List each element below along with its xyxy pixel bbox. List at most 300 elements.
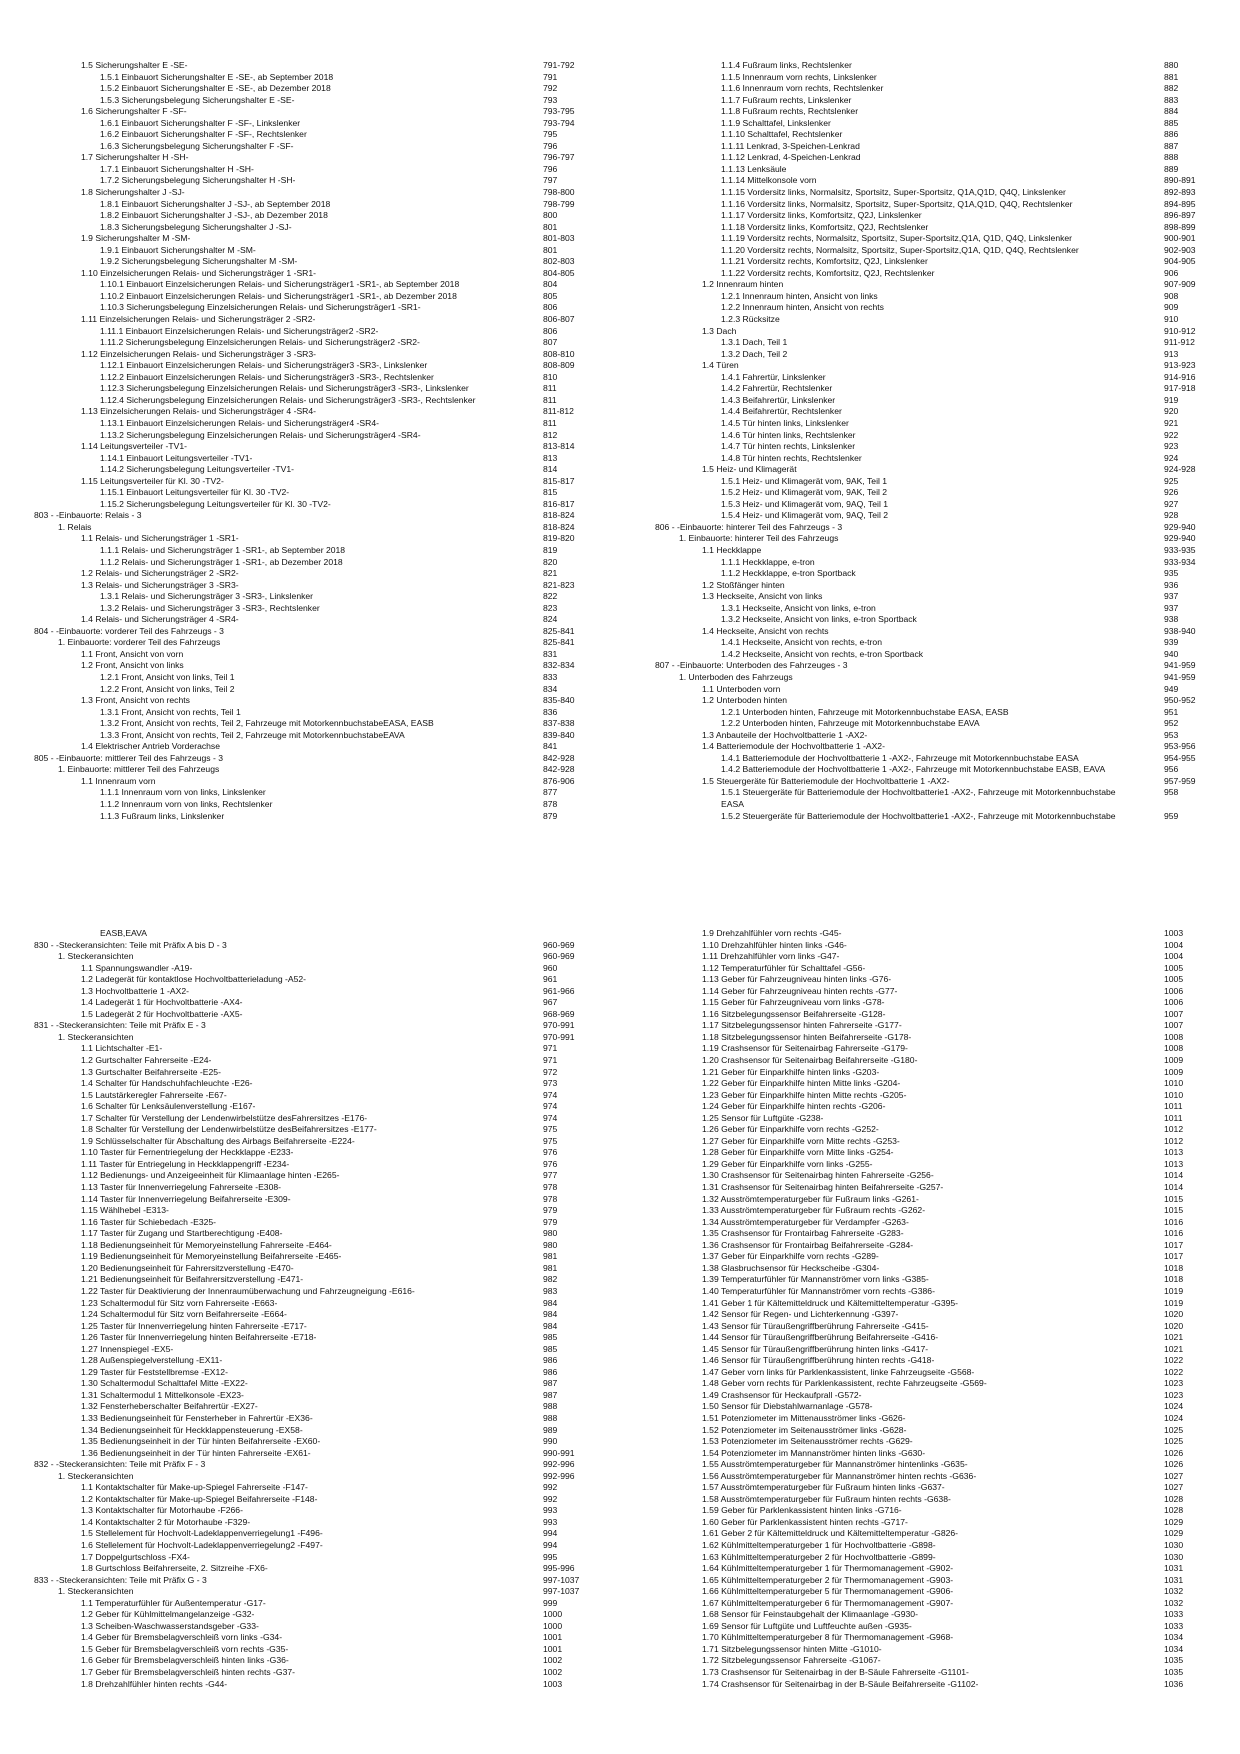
toc-entry[interactable]	[34, 256, 582, 268]
toc-entry[interactable]	[34, 1182, 582, 1194]
toc-entry[interactable]	[655, 1552, 1203, 1564]
toc-entry[interactable]	[655, 580, 1203, 592]
toc-entry-page: 982	[543, 1274, 558, 1285]
toc-entry[interactable]	[655, 1401, 1203, 1413]
toc-entry[interactable]	[655, 349, 1203, 361]
toc-entry-title: 1.1.19 Vordersitz rechts, Normalsitz, Sportsitz, Super-Sportsitz,Q1A, Q1D, Q4Q, Linkslenker	[721, 233, 1073, 244]
toc-entry[interactable]	[34, 684, 582, 696]
toc-entry[interactable]	[655, 291, 1203, 303]
toc-entry-title: 1.70 Kühlmitteltemperaturgeber 8 für Thermomanagement -G968-	[702, 1632, 954, 1643]
toc-entry[interactable]	[34, 764, 582, 776]
toc-entry[interactable]	[655, 940, 1203, 952]
toc-entry[interactable]	[655, 1159, 1203, 1171]
toc-entry[interactable]	[34, 118, 582, 130]
toc-entry-title: 1.2 Relais- und Sicherungsträger 2 -SR2-	[81, 568, 239, 579]
toc-entry[interactable]	[655, 1448, 1203, 1460]
toc-entry[interactable]	[34, 1667, 582, 1679]
toc-entry[interactable]	[34, 187, 582, 199]
toc-entry[interactable]	[34, 406, 582, 418]
toc-entry[interactable]	[34, 1378, 582, 1390]
toc-entry[interactable]	[655, 1309, 1203, 1321]
toc-entry[interactable]	[655, 568, 1203, 580]
toc-entry[interactable]	[34, 1425, 582, 1437]
toc-entry[interactable]	[655, 129, 1203, 141]
toc-entry[interactable]	[34, 637, 582, 649]
toc-entry[interactable]	[34, 568, 582, 580]
toc-entry[interactable]	[34, 337, 582, 349]
toc-entry-page: 1034	[1164, 1632, 1184, 1643]
toc-entry[interactable]	[34, 60, 582, 72]
toc-entry[interactable]	[655, 499, 1203, 511]
toc-entry[interactable]	[655, 614, 1203, 626]
toc-entry[interactable]	[34, 1471, 582, 1483]
toc-entry[interactable]	[655, 522, 1203, 534]
toc-entry[interactable]	[655, 199, 1203, 211]
toc-entry[interactable]	[655, 1332, 1203, 1344]
toc-entry[interactable]	[34, 1413, 582, 1425]
toc-entry-page: 980	[543, 1239, 558, 1250]
toc-entry[interactable]	[34, 1459, 582, 1471]
toc-entry[interactable]	[34, 522, 582, 534]
toc-entry[interactable]	[655, 256, 1203, 268]
toc-entry[interactable]	[655, 1170, 1203, 1182]
toc-entry[interactable]	[655, 1655, 1203, 1667]
toc-entry[interactable]	[655, 1609, 1203, 1621]
toc-entry[interactable]	[655, 441, 1203, 453]
toc-entry[interactable]	[655, 175, 1203, 187]
toc-entry[interactable]	[655, 72, 1203, 84]
toc-entry[interactable]	[655, 326, 1203, 338]
toc-entry[interactable]	[655, 672, 1203, 684]
toc-entry-title: 1.11 Einzelsicherungen Relais- und Sicherungsträger 2 -SR2-	[81, 314, 316, 325]
toc-entry[interactable]	[34, 1078, 582, 1090]
toc-entry[interactable]	[655, 1644, 1203, 1656]
toc-entry-title: 1.3.2 Relais- und Sicherungsträger 3 -SR3-, Rechtslenker	[100, 602, 320, 613]
toc-entry[interactable]	[34, 210, 582, 222]
toc-entry[interactable]	[34, 1020, 582, 1032]
toc-entry[interactable]	[34, 753, 582, 765]
toc-entry[interactable]	[34, 1575, 582, 1587]
toc-entry[interactable]	[34, 222, 582, 234]
toc-entry[interactable]	[34, 1528, 582, 1540]
toc-entry[interactable]	[655, 730, 1203, 742]
toc-entry[interactable]	[655, 1194, 1203, 1206]
toc-entry[interactable]	[34, 1390, 582, 1402]
toc-entry[interactable]	[34, 1644, 582, 1656]
toc-entry[interactable]	[34, 951, 582, 963]
toc-entry[interactable]	[34, 141, 582, 153]
toc-entry[interactable]	[655, 453, 1203, 465]
toc-entry[interactable]	[34, 1043, 582, 1055]
toc-entry[interactable]	[34, 175, 582, 187]
toc-entry[interactable]	[34, 695, 582, 707]
toc-entry[interactable]	[655, 1632, 1203, 1644]
toc-entry[interactable]	[655, 1263, 1203, 1275]
toc-entry[interactable]	[655, 1425, 1203, 1437]
toc-entry[interactable]	[655, 603, 1203, 615]
toc-entry[interactable]	[655, 1228, 1203, 1240]
toc-entry[interactable]	[655, 1055, 1203, 1067]
toc-entry[interactable]	[34, 1101, 582, 1113]
toc-entry-title: 1.7 Schalter für Verstellung der Lendenwirbelstütze desFahrersitzes -E176-	[81, 1112, 368, 1123]
toc-entry[interactable]	[655, 764, 1203, 776]
toc-entry[interactable]	[655, 406, 1203, 418]
toc-entry[interactable]	[34, 730, 582, 742]
toc-entry[interactable]	[655, 1101, 1203, 1113]
toc-entry[interactable]	[655, 210, 1203, 222]
toc-entry[interactable]	[34, 1298, 582, 1310]
toc-entry[interactable]	[655, 649, 1203, 661]
toc-entry[interactable]	[34, 1205, 582, 1217]
toc-entry-title: 1.22 Taster für Deaktivierung der Innenraumüberwachung und Fahrzeugneigung -E616-	[81, 1285, 415, 1296]
toc-entry[interactable]	[34, 1448, 582, 1460]
toc-entry[interactable]	[655, 1355, 1203, 1367]
toc-entry[interactable]	[655, 533, 1203, 545]
toc-entry[interactable]	[34, 1170, 582, 1182]
toc-entry[interactable]	[655, 372, 1203, 384]
toc-entry-title: 1.72 Sitzbelegungssensor Fahrerseite -G1067-	[702, 1655, 881, 1666]
toc-entry[interactable]	[34, 233, 582, 245]
toc-entry[interactable]	[34, 1309, 582, 1321]
toc-entry[interactable]	[34, 1136, 582, 1148]
toc-entry[interactable]	[655, 418, 1203, 430]
toc-entry[interactable]	[655, 1494, 1203, 1506]
toc-entry[interactable]	[655, 245, 1203, 257]
toc-entry[interactable]	[34, 1621, 582, 1633]
toc-entry[interactable]	[34, 302, 582, 314]
toc-entry[interactable]	[34, 626, 582, 638]
toc-entry[interactable]	[34, 1286, 582, 1298]
toc-entry[interactable]	[34, 974, 582, 986]
toc-entry[interactable]	[34, 106, 582, 118]
toc-entry[interactable]	[34, 1586, 582, 1598]
toc-entry-page: 793-795	[543, 106, 575, 117]
toc-entry[interactable]	[34, 418, 582, 430]
toc-entry[interactable]	[655, 557, 1203, 569]
toc-entry[interactable]	[34, 1552, 582, 1564]
toc-entry[interactable]	[655, 753, 1203, 765]
toc-entry[interactable]	[655, 1321, 1203, 1333]
toc-entry[interactable]	[34, 464, 582, 476]
toc-entry[interactable]	[34, 1436, 582, 1448]
toc-entry[interactable]	[34, 279, 582, 291]
toc-entry[interactable]	[34, 152, 582, 164]
toc-entry[interactable]	[34, 1251, 582, 1263]
toc-entry[interactable]	[34, 383, 582, 395]
toc-entry[interactable]	[655, 302, 1203, 314]
toc-entry-page: 819-820	[543, 533, 575, 544]
toc-entry[interactable]	[34, 441, 582, 453]
toc-entry[interactable]	[34, 1344, 582, 1356]
toc-entry[interactable]	[655, 314, 1203, 326]
toc-entry[interactable]	[34, 672, 582, 684]
toc-entry[interactable]	[34, 1367, 582, 1379]
toc-entry[interactable]	[34, 349, 582, 361]
toc-entry[interactable]	[655, 741, 1203, 753]
toc-entry[interactable]	[34, 718, 582, 730]
toc-entry[interactable]	[655, 787, 1203, 799]
toc-entry[interactable]	[34, 545, 582, 557]
toc-entry[interactable]	[34, 1598, 582, 1610]
toc-entry[interactable]	[34, 986, 582, 998]
toc-entry[interactable]	[34, 1090, 582, 1102]
toc-entry[interactable]	[655, 1032, 1203, 1044]
toc-entry[interactable]	[34, 1632, 582, 1644]
toc-entry[interactable]	[655, 222, 1203, 234]
toc-entry[interactable]	[34, 430, 582, 442]
toc-entry[interactable]	[655, 974, 1203, 986]
toc-entry[interactable]	[34, 395, 582, 407]
toc-entry[interactable]	[34, 660, 582, 672]
toc-entry[interactable]	[655, 83, 1203, 95]
toc-entry[interactable]	[655, 1436, 1203, 1448]
toc-entry[interactable]	[655, 337, 1203, 349]
toc-entry[interactable]	[655, 1043, 1203, 1055]
toc-entry[interactable]	[655, 233, 1203, 245]
toc-entry-page: 1011	[1164, 1112, 1183, 1123]
toc-entry[interactable]	[34, 72, 582, 84]
toc-entry[interactable]	[655, 1482, 1203, 1494]
toc-entry[interactable]	[655, 1621, 1203, 1633]
toc-entry[interactable]	[655, 660, 1203, 672]
toc-entry[interactable]	[655, 430, 1203, 442]
toc-entry[interactable]	[655, 626, 1203, 638]
toc-entry[interactable]	[655, 1505, 1203, 1517]
toc-entry[interactable]	[34, 649, 582, 661]
toc-entry-title: 1.4.2 Fahrertür, Rechtslenker	[721, 383, 833, 394]
toc-entry[interactable]	[655, 1667, 1203, 1679]
toc-entry[interactable]	[655, 1528, 1203, 1540]
toc-entry[interactable]	[34, 1679, 582, 1691]
toc-entry[interactable]	[655, 1598, 1203, 1610]
toc-entry[interactable]	[655, 60, 1203, 72]
toc-entry[interactable]	[34, 1563, 582, 1575]
toc-entry[interactable]	[34, 1482, 582, 1494]
toc-entry[interactable]	[34, 557, 582, 569]
toc-entry[interactable]	[655, 695, 1203, 707]
toc-entry[interactable]	[34, 487, 582, 499]
toc-entry-title: 1.5.2 Steuergeräte für Batteriemodule der Hochvoltbatterie1 -AX2-, Fahrzeuge mit Motorkennbuchstabe	[721, 810, 1116, 821]
toc-entry[interactable]	[655, 1067, 1203, 1079]
toc-entry[interactable]	[34, 603, 582, 615]
toc-entry[interactable]	[655, 360, 1203, 372]
toc-entry[interactable]	[655, 1378, 1203, 1390]
toc-entry[interactable]	[34, 1124, 582, 1136]
toc-entry[interactable]	[34, 997, 582, 1009]
toc-entry[interactable]	[655, 95, 1203, 107]
toc-entry[interactable]	[655, 811, 1203, 823]
toc-entry[interactable]	[655, 637, 1203, 649]
toc-entry[interactable]	[655, 1344, 1203, 1356]
toc-entry[interactable]	[655, 476, 1203, 488]
toc-entry[interactable]	[655, 152, 1203, 164]
toc-entry[interactable]	[655, 1251, 1203, 1263]
toc-entry[interactable]	[655, 1078, 1203, 1090]
toc-entry[interactable]	[34, 268, 582, 280]
toc-entry[interactable]	[655, 187, 1203, 199]
toc-entry[interactable]	[34, 360, 582, 372]
toc-entry[interactable]	[34, 510, 582, 522]
toc-entry-page: 1035	[1164, 1667, 1184, 1677]
toc-entry[interactable]	[655, 1367, 1203, 1379]
toc-entry[interactable]	[34, 1055, 582, 1067]
toc-entry[interactable]	[655, 1286, 1203, 1298]
toc-entry-page: 815-817	[543, 475, 575, 486]
toc-entry[interactable]	[655, 1390, 1203, 1402]
toc-entry[interactable]	[34, 1147, 582, 1159]
toc-entry[interactable]	[34, 245, 582, 257]
toc-entry[interactable]	[34, 1159, 582, 1171]
toc-entry[interactable]	[655, 1459, 1203, 1471]
toc-entry[interactable]	[34, 95, 582, 107]
toc-entry-title: 1.1.8 Fußraum rechts, Rechtslenker	[721, 106, 859, 117]
toc-entry[interactable]	[34, 453, 582, 465]
toc-entry[interactable]	[655, 1124, 1203, 1136]
toc-entry[interactable]	[655, 545, 1203, 557]
toc-entry[interactable]	[655, 951, 1203, 963]
toc-entry[interactable]	[655, 1679, 1203, 1691]
toc-entry[interactable]	[655, 1136, 1203, 1148]
toc-entry-page: 992	[543, 1493, 558, 1504]
toc-entry[interactable]	[34, 1655, 582, 1667]
toc-entry-title: 1.6.3 Sicherungsbelegung Sicherungshalter F -SF-	[100, 140, 294, 151]
toc-entry[interactable]	[34, 1032, 582, 1044]
toc-entry[interactable]	[34, 707, 582, 719]
toc-entry[interactable]	[34, 1332, 582, 1344]
toc-entry[interactable]	[34, 1274, 582, 1286]
toc-entry[interactable]	[655, 395, 1203, 407]
toc-entry[interactable]	[34, 799, 582, 811]
toc-entry[interactable]	[34, 372, 582, 384]
toc-entry[interactable]	[655, 1147, 1203, 1159]
toc-entry[interactable]	[34, 1263, 582, 1275]
toc-entry[interactable]	[655, 1563, 1203, 1575]
toc-entry[interactable]	[34, 129, 582, 141]
toc-entry[interactable]	[655, 928, 1203, 940]
toc-entry[interactable]	[655, 1575, 1203, 1587]
toc-entry[interactable]	[655, 799, 1203, 811]
toc-entry[interactable]	[655, 776, 1203, 788]
toc-entry[interactable]	[655, 464, 1203, 476]
toc-entry-title: 1.34 Bedienungseinheit für Heckklappensteuerung -EX58-	[81, 1424, 303, 1435]
toc-entry[interactable]	[655, 118, 1203, 130]
toc-entry[interactable]	[34, 476, 582, 488]
toc-entry[interactable]	[655, 997, 1203, 1009]
toc-entry[interactable]	[34, 963, 582, 975]
toc-entry[interactable]	[655, 1182, 1203, 1194]
toc-entry[interactable]	[34, 164, 582, 176]
toc-entry[interactable]	[34, 533, 582, 545]
toc-entry[interactable]	[655, 1540, 1203, 1552]
toc-entry[interactable]	[34, 1494, 582, 1506]
toc-entry[interactable]	[655, 986, 1203, 998]
toc-entry[interactable]	[34, 1217, 582, 1229]
toc-entry-page: 925	[1164, 475, 1179, 486]
toc-entry[interactable]	[655, 963, 1203, 975]
toc-entry[interactable]	[655, 591, 1203, 603]
toc-entry-title: 1.4 Ladegerät 1 für Hochvoltbatterie -AX4-	[81, 997, 243, 1008]
toc-entry[interactable]	[34, 1228, 582, 1240]
toc-entry[interactable]	[34, 811, 582, 823]
toc-entry[interactable]	[655, 1020, 1203, 1032]
toc-entry[interactable]	[655, 1217, 1203, 1229]
toc-entry[interactable]	[34, 776, 582, 788]
toc-entry[interactable]	[655, 1471, 1203, 1483]
toc-entry[interactable]	[655, 1113, 1203, 1125]
toc-entry[interactable]	[34, 1067, 582, 1079]
toc-entry[interactable]	[655, 268, 1203, 280]
toc-entry-title: 1.8 Drehzahlfühler hinten rechts -G44-	[81, 1678, 228, 1689]
toc-entry[interactable]	[655, 164, 1203, 176]
toc-entry[interactable]	[655, 1205, 1203, 1217]
toc-entry[interactable]	[34, 940, 582, 952]
toc-entry-page: 890-891	[1164, 175, 1196, 186]
toc-entry[interactable]	[34, 199, 582, 211]
toc-entry-title: 1.68 Sensor für Feinstaubgehalt der Klimaanlage -G930-	[702, 1609, 918, 1620]
toc-entry[interactable]	[655, 1090, 1203, 1102]
toc-entry[interactable]	[34, 1540, 582, 1552]
toc-entry[interactable]	[655, 1413, 1203, 1425]
toc-entry[interactable]	[655, 707, 1203, 719]
toc-entry-page: 1036	[1164, 1678, 1184, 1689]
toc-entry[interactable]	[655, 106, 1203, 118]
toc-entry-title: 1.64 Kühlmitteltemperaturgeber 1 für Thermomanagement -G902-	[702, 1563, 954, 1574]
toc-entry[interactable]	[34, 591, 582, 603]
toc-entry-title: 1.2.2 Innenraum hinten, Ansicht von rechts	[721, 302, 884, 313]
toc-entry[interactable]	[655, 510, 1203, 522]
toc-entry[interactable]	[655, 487, 1203, 499]
toc-entry[interactable]	[34, 1113, 582, 1125]
toc-entry[interactable]	[655, 1009, 1203, 1021]
toc-entry[interactable]	[655, 684, 1203, 696]
toc-entry[interactable]	[34, 1321, 582, 1333]
toc-entry[interactable]	[34, 1355, 582, 1367]
toc-entry-page: 1033	[1164, 1609, 1184, 1620]
toc-entry[interactable]	[34, 741, 582, 753]
toc-entry[interactable]	[34, 580, 582, 592]
toc-entry[interactable]	[655, 279, 1203, 291]
toc-entry[interactable]	[655, 718, 1203, 730]
toc-entry[interactable]	[34, 1609, 582, 1621]
toc-entry-page: 823	[543, 602, 558, 613]
toc-entry[interactable]	[34, 928, 582, 940]
toc-entry[interactable]	[34, 787, 582, 799]
toc-entry[interactable]	[34, 83, 582, 95]
toc-entry[interactable]	[34, 1505, 582, 1517]
toc-entry[interactable]	[34, 1194, 582, 1206]
toc-entry[interactable]	[655, 383, 1203, 395]
toc-entry[interactable]	[655, 1517, 1203, 1529]
toc-entry[interactable]	[655, 1240, 1203, 1252]
toc-entry[interactable]	[655, 141, 1203, 153]
toc-entry[interactable]	[655, 1586, 1203, 1598]
toc-entry[interactable]	[34, 326, 582, 338]
toc-entry[interactable]	[34, 614, 582, 626]
toc-entry[interactable]	[655, 1298, 1203, 1310]
toc-entry-page: 984	[543, 1309, 558, 1320]
toc-entry[interactable]	[34, 291, 582, 303]
toc-entry[interactable]	[34, 314, 582, 326]
toc-entry[interactable]	[34, 1517, 582, 1529]
toc-entry[interactable]	[34, 1401, 582, 1413]
toc-entry-page: 818-824	[543, 510, 575, 521]
toc-entry[interactable]	[34, 1009, 582, 1021]
toc-entry-page: 805	[543, 290, 558, 301]
toc-entry-page: 1020	[1164, 1309, 1184, 1320]
toc-entry[interactable]	[34, 499, 582, 511]
toc-entry[interactable]	[655, 1274, 1203, 1286]
toc-entry[interactable]	[34, 1240, 582, 1252]
